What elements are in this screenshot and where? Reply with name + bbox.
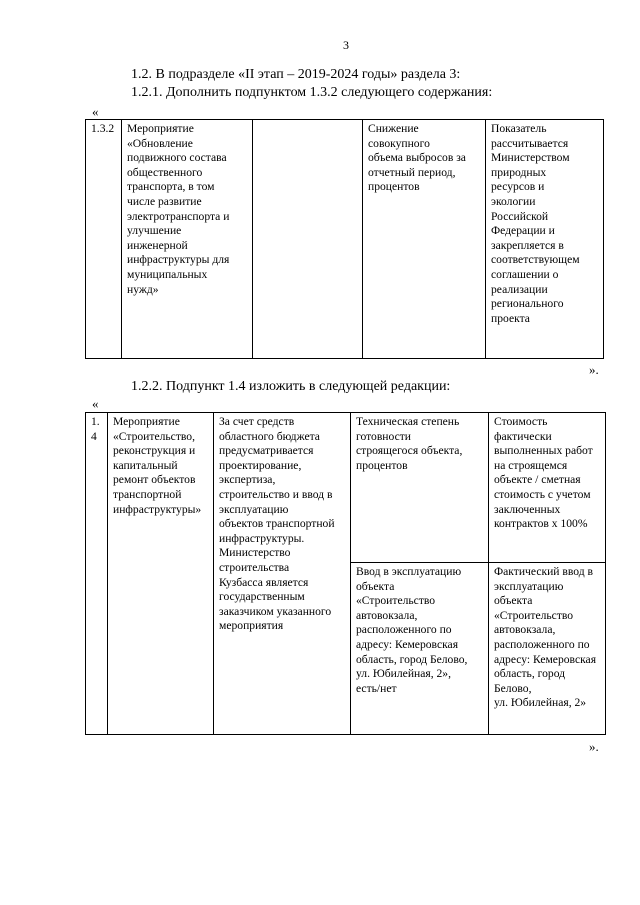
cell-line: расположенного по bbox=[494, 637, 590, 651]
cell-line: предусматривается bbox=[219, 444, 314, 458]
cell-line: автовокзала, bbox=[494, 623, 556, 637]
cell-line: нужд» bbox=[127, 282, 159, 296]
table-1 bbox=[85, 119, 604, 359]
cell-line: область, город Белово, bbox=[356, 652, 468, 666]
cell-line: процентов bbox=[356, 458, 408, 472]
table1-method-cell bbox=[486, 120, 604, 359]
cell-line: расположенного по bbox=[356, 623, 452, 637]
cell-line: объектов транспортной bbox=[219, 517, 335, 531]
table2-event-cell bbox=[108, 413, 214, 735]
cell-line: контрактов х 100% bbox=[494, 517, 588, 531]
cell-line: областного бюджета bbox=[219, 429, 320, 443]
cell-line: строящегося объекта, bbox=[356, 444, 463, 458]
open-quote-1: « bbox=[92, 104, 99, 119]
cell-line: выполненных работ bbox=[494, 444, 593, 458]
cell-line: реализации bbox=[491, 282, 548, 296]
cell-line: Стоимость bbox=[494, 415, 548, 428]
cell-line: адресу: Кемеровская bbox=[356, 637, 459, 651]
cell-line: ресурсов и bbox=[491, 180, 545, 194]
cell-line: эксплуатацию bbox=[494, 579, 564, 593]
cell-line: готовности bbox=[356, 429, 412, 443]
cell-line: фактически bbox=[494, 429, 552, 443]
cell-line: Техническая степень bbox=[356, 415, 460, 428]
cell-line: заключенных bbox=[494, 502, 561, 516]
table2-num: 1.4 bbox=[91, 415, 100, 443]
cell-line: улучшение bbox=[127, 224, 182, 238]
cell-line: Показатель bbox=[491, 122, 547, 135]
cell-line: «Обновление bbox=[127, 136, 193, 150]
cell-line: объема выбросов за bbox=[368, 151, 466, 165]
table1-indicator-cell bbox=[363, 120, 486, 359]
cell-line: заказчиком указанного bbox=[219, 604, 332, 618]
cell-line: числе развитие bbox=[127, 194, 202, 208]
cell-line: инженерной bbox=[127, 238, 188, 252]
open-quote-2: « bbox=[92, 396, 99, 411]
cell-line: экспертиза, bbox=[219, 473, 276, 487]
cell-line: ул. Юбилейная, 2», bbox=[356, 667, 451, 681]
cell-line: область, город bbox=[494, 667, 566, 681]
cell-line: отчетный период, bbox=[368, 165, 456, 179]
cell-line: рассчитывается bbox=[491, 136, 569, 150]
cell-line: объекте / сметная bbox=[494, 473, 581, 487]
cell-line: совокупного bbox=[368, 136, 430, 150]
cell-line: инфраструктуры» bbox=[113, 502, 202, 516]
cell-line: экологии bbox=[491, 194, 536, 208]
cell-line: ул. Юбилейная, 2» bbox=[494, 696, 587, 710]
table2-description bbox=[219, 415, 346, 634]
cell-line: ремонт объектов bbox=[113, 473, 196, 487]
table1-num-cell bbox=[86, 120, 122, 359]
table2-indicator-2 bbox=[356, 565, 484, 696]
table2-method-2 bbox=[494, 565, 601, 711]
cell-line: Министерство bbox=[219, 546, 291, 560]
table1-num: 1.3.2 bbox=[91, 122, 115, 135]
cell-line: «Строительство, bbox=[113, 429, 195, 443]
cell-line: проекта bbox=[491, 311, 530, 325]
cell-line: есть/нет bbox=[356, 681, 397, 695]
cell-line: инфраструктуры. bbox=[219, 531, 305, 545]
cell-line: адресу: Кемеровская bbox=[494, 652, 597, 666]
table2-method-1-cell bbox=[489, 413, 606, 563]
cell-line: «Строительство bbox=[494, 608, 574, 622]
page-number: 3 bbox=[343, 38, 349, 52]
close-quote-2: ». bbox=[589, 739, 599, 754]
table2-indicator-1 bbox=[356, 415, 484, 473]
cell-line: закрепляется в bbox=[491, 238, 564, 252]
table1-event bbox=[127, 122, 248, 297]
table1-method bbox=[491, 122, 599, 326]
cell-line: электротранспорта и bbox=[127, 209, 230, 223]
cell-line: соответствующем bbox=[491, 253, 580, 267]
cell-line: мероприятия bbox=[219, 619, 284, 633]
table2-method-2-cell bbox=[489, 563, 606, 735]
cell-line: капитальный bbox=[113, 458, 178, 472]
cell-line: соглашении о bbox=[491, 267, 559, 281]
cell-line: автовокзала, bbox=[356, 608, 418, 622]
cell-line: государственным bbox=[219, 590, 305, 604]
table1-indicator bbox=[368, 122, 481, 195]
cell-line: Снижение bbox=[368, 122, 419, 135]
cell-line: «Строительство bbox=[356, 594, 436, 608]
cell-line: строительство и ввод в bbox=[219, 487, 333, 501]
cell-line: процентов bbox=[368, 180, 420, 194]
close-quote-1: ». bbox=[589, 362, 599, 377]
section-1-2-2-heading: 1.2.2. Подпункт 1.4 изложить в следующей редакции: bbox=[131, 379, 451, 394]
cell-line: За счет средств bbox=[219, 415, 295, 428]
cell-line: муниципальных bbox=[127, 267, 208, 281]
cell-line: Мероприятие bbox=[113, 415, 180, 428]
cell-line: стоимость с учетом bbox=[494, 487, 591, 501]
cell-line: объекта bbox=[356, 579, 395, 593]
cell-line: транспорта, в том bbox=[127, 180, 215, 194]
cell-line: Кузбасса является bbox=[219, 575, 309, 589]
cell-line: эксплуатацию bbox=[219, 502, 289, 516]
cell-line: Федерации и bbox=[491, 224, 555, 238]
table2-description-cell bbox=[214, 413, 351, 735]
table-2 bbox=[85, 412, 606, 735]
cell-line: Мероприятие bbox=[127, 122, 194, 135]
table2-indicator-1-cell bbox=[351, 413, 489, 563]
cell-line: Ввод в эксплуатацию bbox=[356, 565, 462, 578]
cell-line: подвижного состава bbox=[127, 151, 227, 165]
table1-event-cell bbox=[122, 120, 253, 359]
table1-description-cell bbox=[253, 120, 363, 359]
cell-line: Министерством bbox=[491, 151, 570, 165]
table2-event bbox=[113, 415, 209, 517]
table2-num-cell bbox=[86, 413, 108, 735]
cell-line: общественного bbox=[127, 165, 203, 179]
cell-line: регионального bbox=[491, 297, 564, 311]
section-1-2-heading: 1.2. В подразделе «II этап – 2019-2024 годы» раздела 3: bbox=[131, 67, 461, 82]
cell-line: транспортной bbox=[113, 487, 182, 501]
cell-line: Российской bbox=[491, 209, 549, 223]
cell-line: реконструкция и bbox=[113, 444, 196, 458]
cell-line: объекта bbox=[494, 594, 533, 608]
cell-line: проектирование, bbox=[219, 458, 302, 472]
section-1-2-1-heading: 1.2.1. Дополнить подпунктом 1.3.2 следующего содержания: bbox=[131, 85, 493, 100]
cell-line: Белово, bbox=[494, 681, 532, 695]
table2-method-1 bbox=[494, 415, 601, 532]
table2-indicator-2-cell bbox=[351, 563, 489, 735]
cell-line: Фактический ввод в bbox=[494, 565, 594, 578]
cell-line: строительства bbox=[219, 560, 290, 574]
cell-line: на строящемся bbox=[494, 458, 568, 472]
cell-line: инфраструктуры для bbox=[127, 253, 230, 267]
cell-line: природных bbox=[491, 165, 547, 179]
